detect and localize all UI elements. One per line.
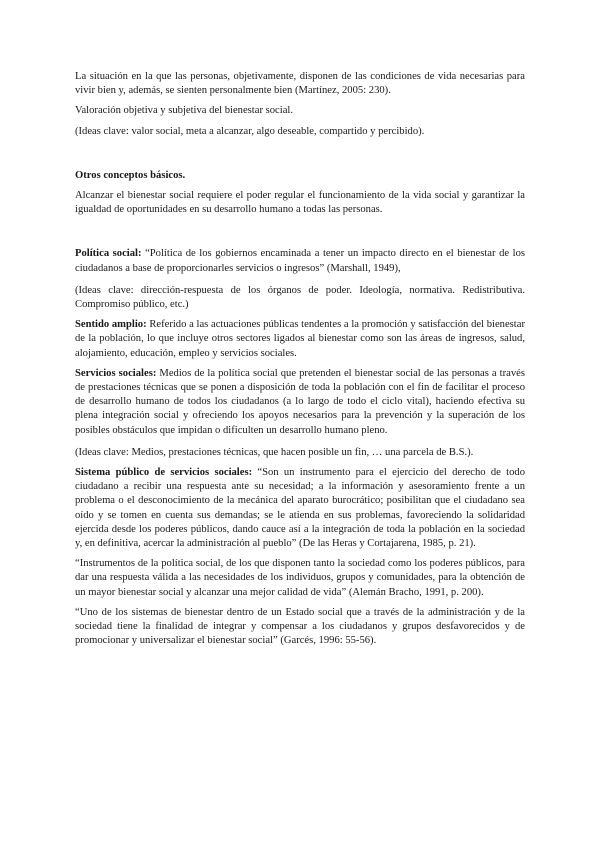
servicios-sociales-text: Medios de la política social que pretenden el bienestar social de las personas a través de prestaciones técnicas que se ponen a disposición de toda la población con el fin de facilitar el proceso de desarrollo humano de todos los ciudadanos (a lo largo de todo el ciclo vital), haciendo efectiva su plena integración social y ofreciendo los apoyos necesarios para la prevención y la superación de los posibles obstáculos que impidan o dificulten un desarrollo humano pleno. bbox=[75, 367, 525, 436]
ideas-clave-servicios: (Ideas clave: Medios, prestaciones técnicas, que hacen posible un fin, … una parcela de B.S.). bbox=[75, 446, 474, 458]
sistema-publico-term: Sistema público de servicios sociales: bbox=[75, 467, 253, 479]
politica-social-text: “Política de los gobiernos encaminada a tener un impacto directo en el bienestar de los ciudadanos a base de proporcionarles servicios o ingresos” (Marshall, 1949), bbox=[75, 248, 525, 274]
servicios-sociales-term: Servicios sociales: bbox=[75, 367, 157, 379]
ideas-clave-politica: (Ideas clave: dirección-respuesta de los órganos de poder. Ideología, normativa. Redistributiva. Compromiso público, etc.) bbox=[75, 284, 525, 311]
otros-conceptos-heading: Otros conceptos básicos. bbox=[75, 169, 186, 181]
quote-garces: “Uno de los sistemas de bienestar dentro de un Estado social que a través de la administración y de la sociedad tiene la finalidad de integrar y compensar a los ciudadanos y grupos desfavorecidos y de promocionar y universalizar el bienestar social” (Garcés, 1996: 55-56). bbox=[75, 606, 525, 647]
sentido-amplio-term: Sentido amplio: bbox=[75, 319, 147, 331]
sistema-publico-paragraph bbox=[75, 466, 525, 551]
sentido-amplio-paragraph bbox=[75, 318, 525, 361]
politica-social-paragraph bbox=[75, 247, 525, 275]
politica-social-term: Política social: bbox=[75, 248, 142, 260]
quote-aleman-bracho: “Instrumentos de la política social, de los que disponen tanto la sociedad como los poderes públicos, para dar una respuesta válida a las necesidades de los individuos, grupos y comunidades, para la obtención de un mayor bienestar social y alcanzar una mejor calidad de vida” (Alemán Bracho, 1991, p. 200). bbox=[75, 558, 525, 598]
valoracion-text: Valoración objetiva y subjetiva del bienestar social. bbox=[75, 105, 293, 117]
sistema-publico-text: “Son un instrumento para el ejercicio del derecho de todo ciudadano a recibir una respuesta ante su necesidad; a la información y asesoramiento frente a un problema o el desconocimiento de la mecánica del aparato burocrático; posibilitan que el ciudadano sea oído y se tomen en cuenta sus demandas; se le atienda en sus problemas, favoreciendo la solidaridad ejercida desde los poderes públicos, dando cauce así a la integración de toda la población en la sociedad y, en definitiva, acercar la administración al pueblo” (De las Heras y Cortajarena, 1985, p. 21). bbox=[75, 467, 526, 550]
sentido-amplio-text: Referido a las actuaciones públicas tendentes a la promoción y satisfacción del bienestar de la población, lo que incluye otros sectores ligados al bienestar como son las áreas de ingresos, salud, alojamiento, educación, empleo y servicios sociales. bbox=[75, 319, 525, 359]
bienestar-definition: La situación en la que las personas, objetivamente, disponen de las condiciones de vida necesarias para vivir bien y, además, se sienten personalmente bien (Martínez, 2005: 230). bbox=[75, 71, 525, 97]
otros-conceptos-text: Alcanzar el bienestar social requiere el poder regular el funcionamiento de la vida social y garantizar la igualdad de oportunidades en su desarrollo humano a todas las personas. bbox=[75, 190, 525, 216]
servicios-sociales-paragraph bbox=[75, 367, 525, 438]
ideas-clave-bienestar: (Ideas clave: valor social, meta a alcanzar, algo deseable, compartido y percibido). bbox=[75, 125, 425, 137]
